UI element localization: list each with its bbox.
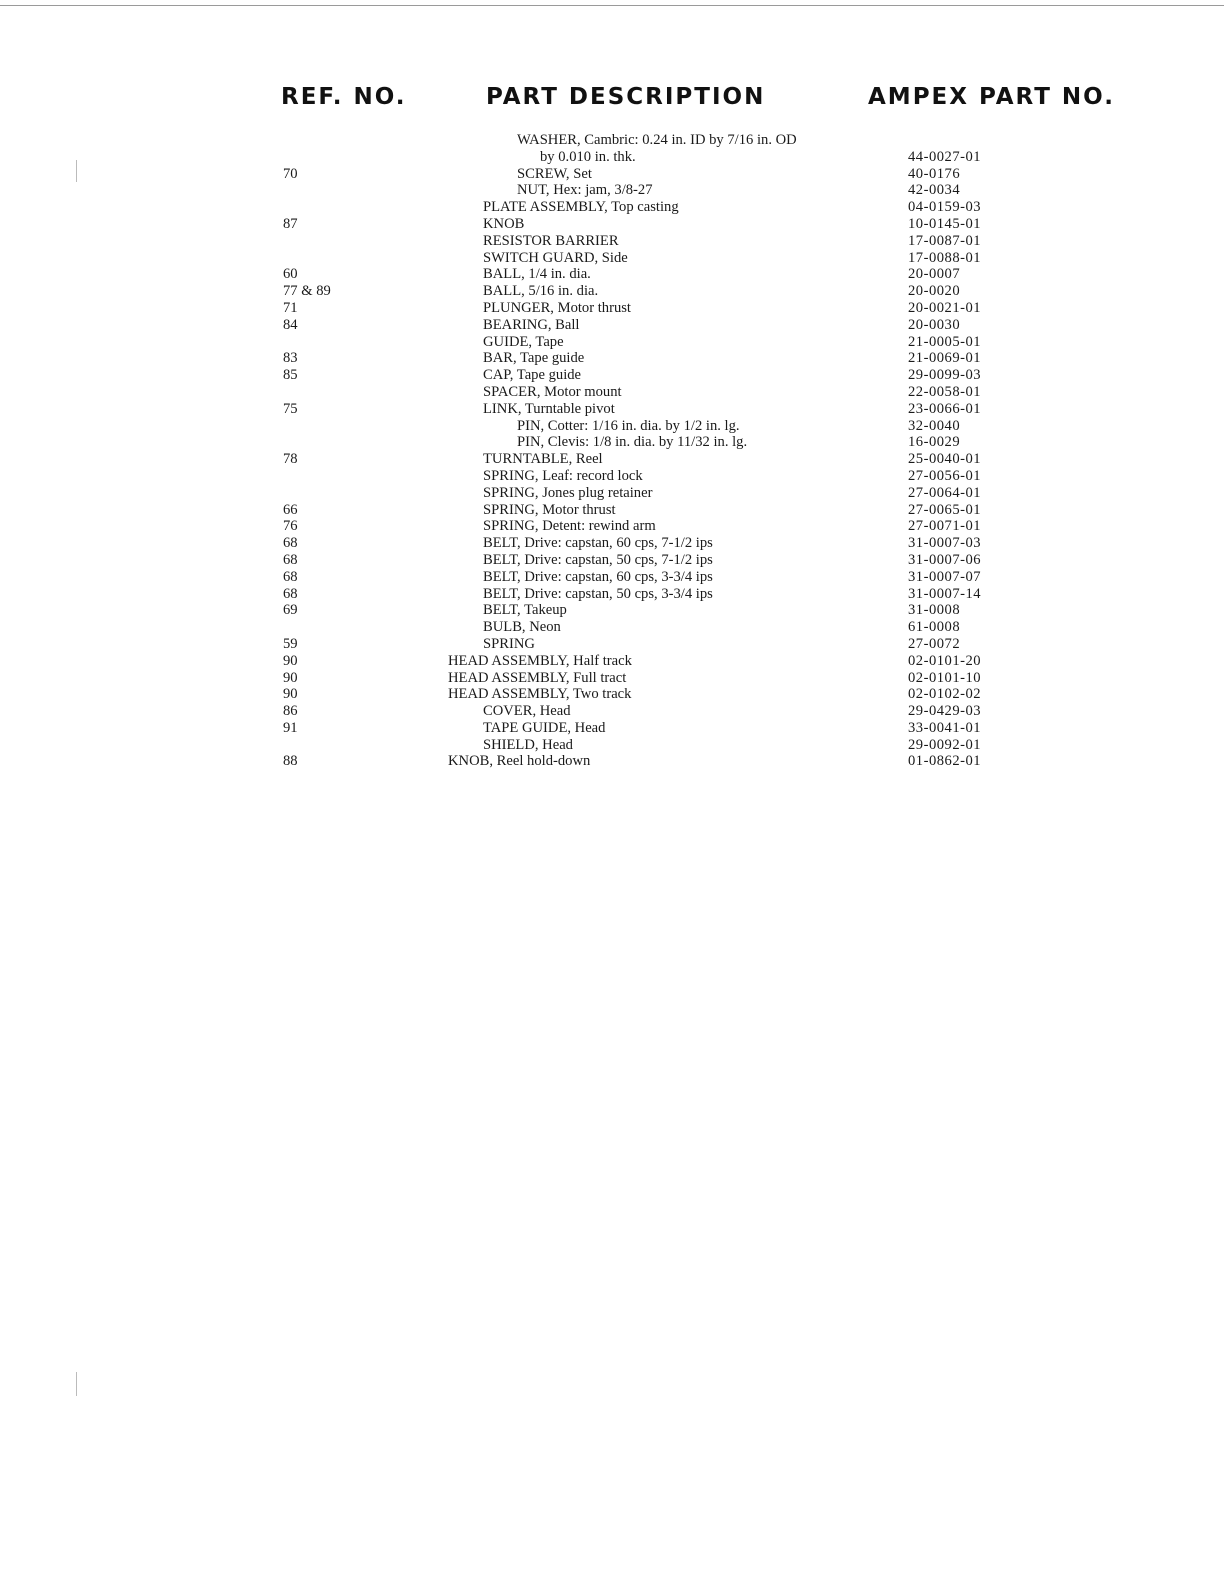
ampex-part-number: 61-0008 [908,619,961,636]
table-row [0,535,1224,552]
table-row [0,619,1224,636]
ampex-part-number: 31-0008 [908,602,961,619]
part-description: PLATE ASSEMBLY, Top casting [483,199,679,216]
part-description: by 0.010 in. thk. [540,148,636,165]
part-description: HEAD ASSEMBLY, Full tract [448,669,627,686]
part-description: KNOB [483,215,525,232]
ampex-part-number: 23-0066-01 [908,400,982,417]
ref-number: 60 [283,266,298,283]
ref-number: 68 [283,551,298,568]
table-row [0,753,1224,770]
part-description: TURNTABLE, Reel [483,451,603,468]
parts-list [0,132,1224,770]
ref-number: 66 [283,501,298,518]
table-row [0,266,1224,283]
ampex-part-number: 17-0087-01 [908,232,982,249]
table-row [0,300,1224,317]
ampex-part-number: 29-0429-03 [908,703,982,720]
part-description: HEAD ASSEMBLY, Half track [448,652,632,669]
table-row [0,334,1224,351]
ref-number: 70 [283,165,298,182]
ref-number: 85 [283,367,298,384]
ref-number: 59 [283,635,298,652]
part-description: BELT, Drive: capstan, 60 cps, 7-1/2 ips [483,535,713,552]
table-row [0,434,1224,451]
ampex-part-number: 02-0101-20 [908,652,982,669]
part-description: KNOB, Reel hold-down [448,753,591,770]
ref-number: 69 [283,602,298,619]
part-description: BEARING, Ball [483,316,580,333]
ampex-part-number: 20-0021-01 [908,299,982,316]
scan-mark [76,1372,77,1396]
part-description: NUT, Hex: jam, 3/8-27 [517,182,653,199]
part-description: BELT, Drive: capstan, 50 cps, 7-1/2 ips [483,551,713,568]
ref-number: 71 [283,299,298,316]
ref-number: 76 [283,518,298,535]
part-description: WASHER, Cambric: 0.24 in. ID by 7/16 in. OD [517,132,797,148]
ampex-part-number: 21-0005-01 [908,333,982,350]
ampex-part-number: 16-0029 [908,434,961,451]
part-description: BELT, Drive: capstan, 60 cps, 3-3/4 ips [483,568,713,585]
table-row [0,418,1224,435]
table-row [0,132,1224,149]
ampex-part-number: 32-0040 [908,417,961,434]
table-row [0,552,1224,569]
ampex-part-number: 17-0088-01 [908,249,982,266]
table-row [0,518,1224,535]
ampex-part-number: 31-0007-06 [908,551,982,568]
part-description: SPACER, Motor mount [483,383,622,400]
ref-number: 88 [283,753,298,770]
ampex-part-number: 27-0072 [908,635,961,652]
table-row [0,485,1224,502]
ref-number: 91 [283,719,298,736]
table-row [0,737,1224,754]
ampex-part-number: 04-0159-03 [908,199,982,216]
ref-number: 90 [283,686,298,703]
table-row [0,367,1224,384]
table-row [0,233,1224,250]
table-row [0,250,1224,267]
part-description: COVER, Head [483,703,571,720]
table-row [0,182,1224,199]
table-row [0,401,1224,418]
ampex-part-number: 20-0020 [908,283,961,300]
table-row [0,451,1224,468]
ampex-part-number: 40-0176 [908,165,961,182]
ampex-part-number: 33-0041-01 [908,719,982,736]
header-ampex-part-no: AMPEX PART NO. [868,84,1115,110]
ampex-part-number: 27-0056-01 [908,467,982,484]
table-row [0,602,1224,619]
table-row [0,468,1224,485]
table-row [0,670,1224,687]
table-row [0,686,1224,703]
table-row [0,199,1224,216]
part-description: BULB, Neon [483,619,561,636]
part-description: PIN, Clevis: 1/8 in. dia. by 11/32 in. lg. [517,434,748,451]
table-row [0,149,1224,166]
ampex-part-number: 25-0040-01 [908,451,982,468]
ampex-part-number: 02-0102-02 [908,686,982,703]
table-row [0,703,1224,720]
ampex-part-number: 27-0071-01 [908,518,982,535]
ref-number: 90 [283,652,298,669]
part-description: SPRING, Detent: rewind arm [483,518,656,535]
ampex-part-number: 42-0034 [908,182,961,199]
part-description: SHIELD, Head [483,736,573,753]
part-description: BELT, Drive: capstan, 50 cps, 3-3/4 ips [483,585,713,602]
part-description: PIN, Cotter: 1/16 in. dia. by 1/2 in. lg. [517,417,740,434]
ref-number: 86 [283,703,298,720]
ampex-part-number: 10-0145-01 [908,215,982,232]
part-description: BALL, 1/4 in. dia. [483,266,591,283]
part-description: BAR, Tape guide [483,350,585,367]
table-row [0,502,1224,519]
table-row [0,384,1224,401]
ampex-part-number: 22-0058-01 [908,383,982,400]
part-description: RESISTOR BARRIER [483,232,619,249]
table-row [0,720,1224,737]
part-description: TAPE GUIDE, Head [483,719,606,736]
table-row [0,216,1224,233]
ampex-part-number: 20-0007 [908,266,961,283]
ampex-part-number: 21-0069-01 [908,350,982,367]
ref-number: 68 [283,568,298,585]
table-row [0,653,1224,670]
table-row [0,317,1224,334]
part-description: HEAD ASSEMBLY, Two track [448,686,632,703]
part-description: SPRING [483,635,535,652]
ampex-part-number: 31-0007-07 [908,568,982,585]
ampex-part-number: 29-0092-01 [908,736,982,753]
ref-number: 84 [283,316,298,333]
ref-number: 75 [283,400,298,417]
ref-number: 78 [283,451,298,468]
ampex-part-number: 27-0064-01 [908,484,982,501]
table-row [0,636,1224,653]
ref-number: 68 [283,535,298,552]
part-description: SCREW, Set [517,165,592,182]
ampex-part-number: 02-0101-10 [908,669,982,686]
part-description: SPRING, Leaf: record lock [483,467,643,484]
table-row [0,283,1224,300]
ampex-part-number: 31-0007-14 [908,585,982,602]
table-row [0,586,1224,603]
ref-number: 87 [283,215,298,232]
part-description: BALL, 5/16 in. dia. [483,283,599,300]
table-row [0,569,1224,586]
part-description: BELT, Takeup [483,602,567,619]
ampex-part-number: 29-0099-03 [908,367,982,384]
header-part-description: PART DESCRIPTION [486,84,766,110]
part-description: SWITCH GUARD, Side [483,249,628,266]
part-description: GUIDE, Tape [483,333,564,350]
header-ref-no: REF. NO. [281,84,407,110]
top-rule [0,5,1224,6]
ampex-part-number: 27-0065-01 [908,501,982,518]
table-row [0,166,1224,183]
ampex-part-number: 20-0030 [908,316,961,333]
part-description: LINK, Turntable pivot [483,400,615,417]
ampex-part-number: 44-0027-01 [908,148,982,165]
ref-number: 83 [283,350,298,367]
ref-number: 77 & 89 [283,283,331,300]
part-description: SPRING, Jones plug retainer [483,484,653,501]
ref-number: 90 [283,669,298,686]
ref-number: 68 [283,585,298,602]
table-row [0,350,1224,367]
ampex-part-number: 31-0007-03 [908,535,982,552]
part-description: SPRING, Motor thrust [483,501,616,518]
part-description: PLUNGER, Motor thrust [483,299,631,316]
part-description: CAP, Tape guide [483,367,582,384]
ampex-part-number: 01-0862-01 [908,753,982,770]
